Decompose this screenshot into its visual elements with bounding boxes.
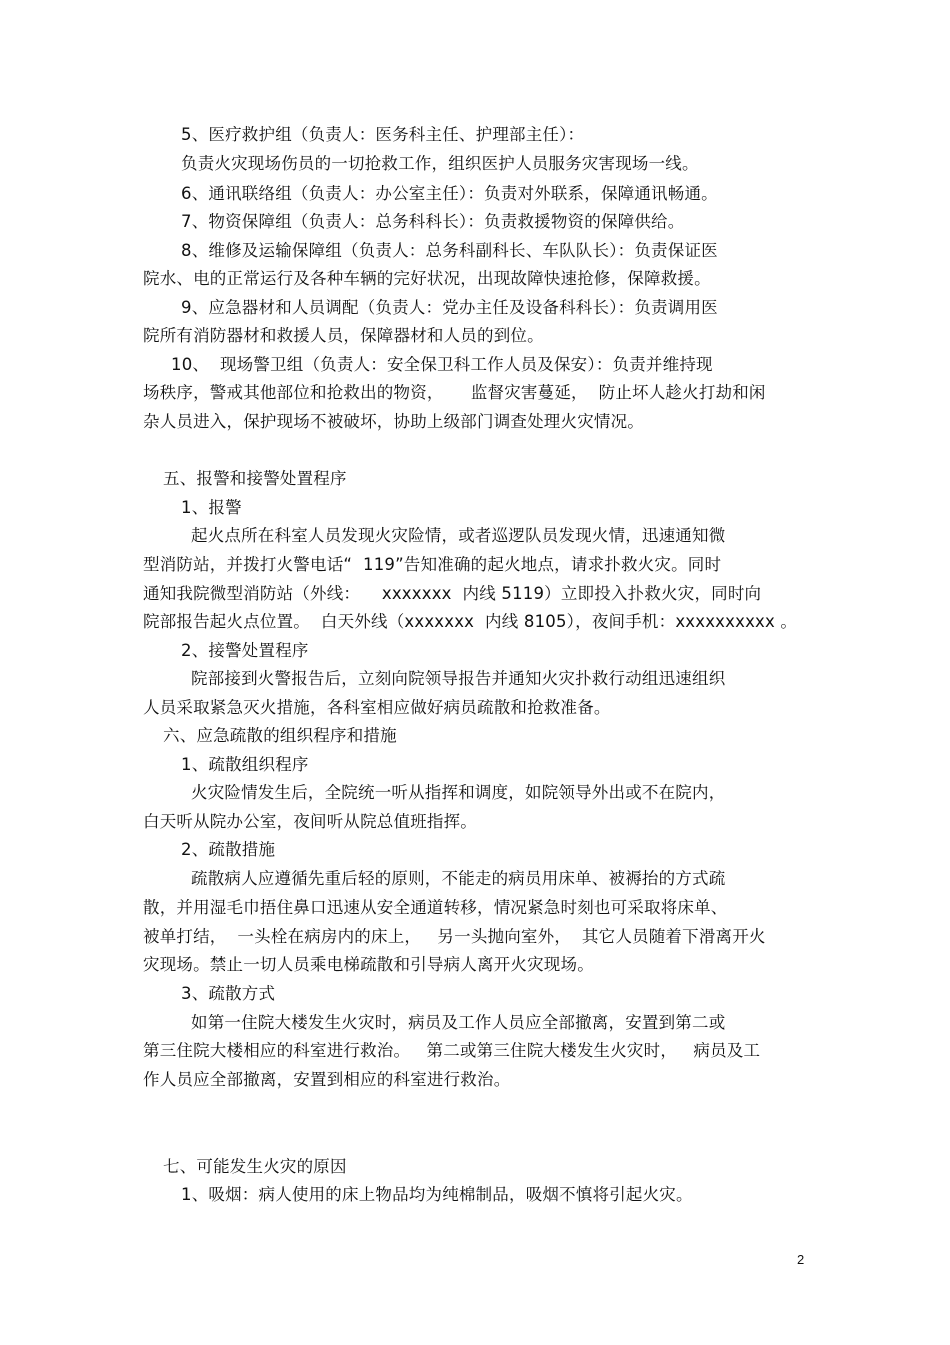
text-line: 型消防站，并拨打火警电话“ 119”告知准确的起火地点，请求扑救火灾。同时 — [143, 555, 722, 574]
text-line: 起火点所在科室人员发现火灾险情，或者巡逻队员发现火情，迅速通知微 — [191, 526, 726, 545]
subsection-heading: 1、疏散组织程序 — [181, 755, 309, 774]
text-line: 灾现场。禁止一切人员乘电梯疏散和引导病人离开火灾现场。 — [143, 955, 594, 974]
subsection-heading: 1、报警 — [181, 498, 242, 517]
text-line: 杂人员进入，保护现场不被破坏，协助上级部门调查处理火灾情况。 — [143, 412, 644, 431]
text-line: 第三住院大楼相应的科室进行救治。 第二或第三住院大楼发生火灾时， 病员及工 — [143, 1041, 761, 1060]
text-line: 散，并用湿毛巾捂住鼻口迅速从安全通道转移，情况紧急时刻也可采取将床单、 — [143, 898, 728, 917]
text-line: 作人员应全部撤离，安置到相应的科室进行救治。 — [143, 1070, 511, 1089]
text-line: 7、物资保障组（负责人：总务科科长）：负责救援物资的保障供给。 — [181, 212, 685, 231]
text-line: 被单打结， 一头栓在病房内的床上， 另一头抛向室外， 其它人员随着下滑离开火 — [143, 927, 766, 946]
text-line: 10、 现场警卫组（负责人：安全保卫科工作人员及保安）：负责并维持现 — [171, 355, 713, 374]
text-line: 1、吸烟：病人使用的床上物品均为纯棉制品，吸烟不慎将引起火灾。 — [181, 1185, 693, 1204]
text-line: 院所有消防器材和救援人员，保障器材和人员的到位。 — [143, 326, 544, 345]
text-line: 6、通讯联络组（负责人：办公室主任）：负责对外联系，保障通讯畅通。 — [181, 184, 718, 203]
section-heading: 七、可能发生火灾的原因 — [163, 1157, 347, 1176]
section-heading: 六、应急疏散的组织程序和措施 — [163, 726, 397, 745]
text-line: 人员采取紧急灭火措施，各科室相应做好病员疏散和抢救准备。 — [143, 698, 611, 717]
text-line: 如第一住院大楼发生火灾时，病员及工作人员应全部撤离，安置到第二或 — [191, 1013, 726, 1032]
page-number: 2 — [797, 1252, 805, 1267]
text-line: 疏散病人应遵循先重后轻的原则，不能走的病员用床单、被褥抬的方式疏 — [191, 869, 726, 888]
text-line: 火灾险情发生后，全院统一听从指挥和调度，如院领导外出或不在院内， — [191, 783, 726, 802]
subsection-heading: 2、接警处置程序 — [181, 641, 309, 660]
subsection-heading: 2、疏散措施 — [181, 840, 276, 859]
text-line: 院部报告起火点位置。 白天外线（xxxxxxx 内线 8105），夜间手机：xxxxxxxxxx 。 — [143, 612, 798, 631]
section-heading: 五、报警和接警处置程序 — [163, 469, 347, 488]
text-line: 8、维修及运输保障组（负责人：总务科副科长、车队队长）：负责保证医 — [181, 241, 718, 260]
text-line: 院水、电的正常运行及各种车辆的完好状况，出现故障快速抢修，保障救援。 — [143, 269, 711, 288]
text-line: 9、应急器材和人员调配（负责人：党办主任及设备科科长）：负责调用医 — [181, 298, 718, 317]
subsection-heading: 3、疏散方式 — [181, 984, 276, 1003]
text-line: 白天听从院办公室，夜间听从院总值班指挥。 — [143, 812, 477, 831]
text-line: 负责火灾现场伤员的一切抢救工作，组织医护人员服务灾害现场一线。 — [181, 154, 699, 173]
text-line: 院部接到火警报告后，立刻向院领导报告并通知火灾扑救行动组迅速组织 — [191, 669, 726, 688]
text-line: 场秩序，警戒其他部位和抢救出的物资， 监督灾害蔓延， 防止坏人趁火打劫和闲 — [143, 383, 766, 402]
text-line: 5、医疗救护组（负责人：医务科主任、护理部主任）： — [181, 125, 585, 144]
text-line: 通知我院微型消防站（外线： xxxxxxx 内线 5119）立即投入扑救火灾，同时向 — [143, 584, 762, 603]
